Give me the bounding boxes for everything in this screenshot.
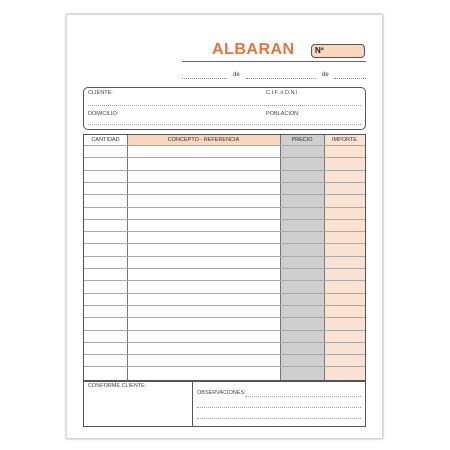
items-table — [83, 134, 366, 381]
table-row — [84, 305, 365, 306]
table-row — [84, 194, 365, 195]
table-row — [84, 145, 365, 146]
document-number-box[interactable] — [311, 44, 365, 58]
table-row — [84, 268, 365, 269]
date-day-line — [182, 78, 227, 79]
header-precio: PRECIO — [291, 137, 313, 143]
address-line — [88, 124, 361, 125]
poblacion-label: POBLACION: — [266, 111, 300, 117]
table-row — [84, 317, 365, 318]
document-title: ALBARAN — [212, 41, 295, 58]
table-row — [84, 342, 365, 343]
table-row — [84, 157, 365, 158]
column-divider — [324, 135, 325, 380]
table-row — [84, 354, 365, 355]
number-label: Nº — [315, 46, 324, 55]
observaciones-label: OBSERVACIONES: — [197, 390, 246, 396]
table-row — [84, 231, 365, 232]
table-row — [84, 170, 365, 171]
table-row — [84, 366, 365, 367]
date-month-line — [246, 78, 316, 79]
observaciones-line — [197, 418, 361, 419]
footer-divider — [192, 381, 193, 427]
date-year-line — [334, 78, 366, 79]
column-divider — [127, 135, 128, 380]
client-label: CLIENTE: — [88, 90, 113, 96]
header-importe: IMPORTE — [332, 137, 357, 143]
column-divider — [280, 135, 281, 380]
importe-column-fill — [324, 135, 365, 380]
table-row — [84, 207, 365, 208]
table-row — [84, 330, 365, 331]
conforme-cliente-label: CONFORME CLIENTE: — [88, 383, 147, 389]
date-de-2: de — [322, 72, 329, 78]
header-cantidad: CANTIDAD — [91, 137, 120, 143]
cif-label: C.I.F. ó D.N.I. — [266, 90, 300, 96]
header-concepto: CONCEPTO - REFERENCIA — [167, 137, 240, 143]
table-row — [84, 182, 365, 183]
date-de-1: de — [233, 72, 240, 78]
observaciones-line — [197, 407, 361, 408]
client-line — [88, 105, 361, 106]
table-row — [84, 293, 365, 294]
table-row — [84, 256, 365, 257]
domicilio-label: DOMICILIO: — [88, 111, 119, 117]
observaciones-line — [245, 396, 361, 397]
title-underline — [182, 61, 366, 62]
table-row — [84, 280, 365, 281]
table-row — [84, 243, 365, 244]
precio-column-fill — [280, 135, 324, 380]
table-row — [84, 219, 365, 220]
